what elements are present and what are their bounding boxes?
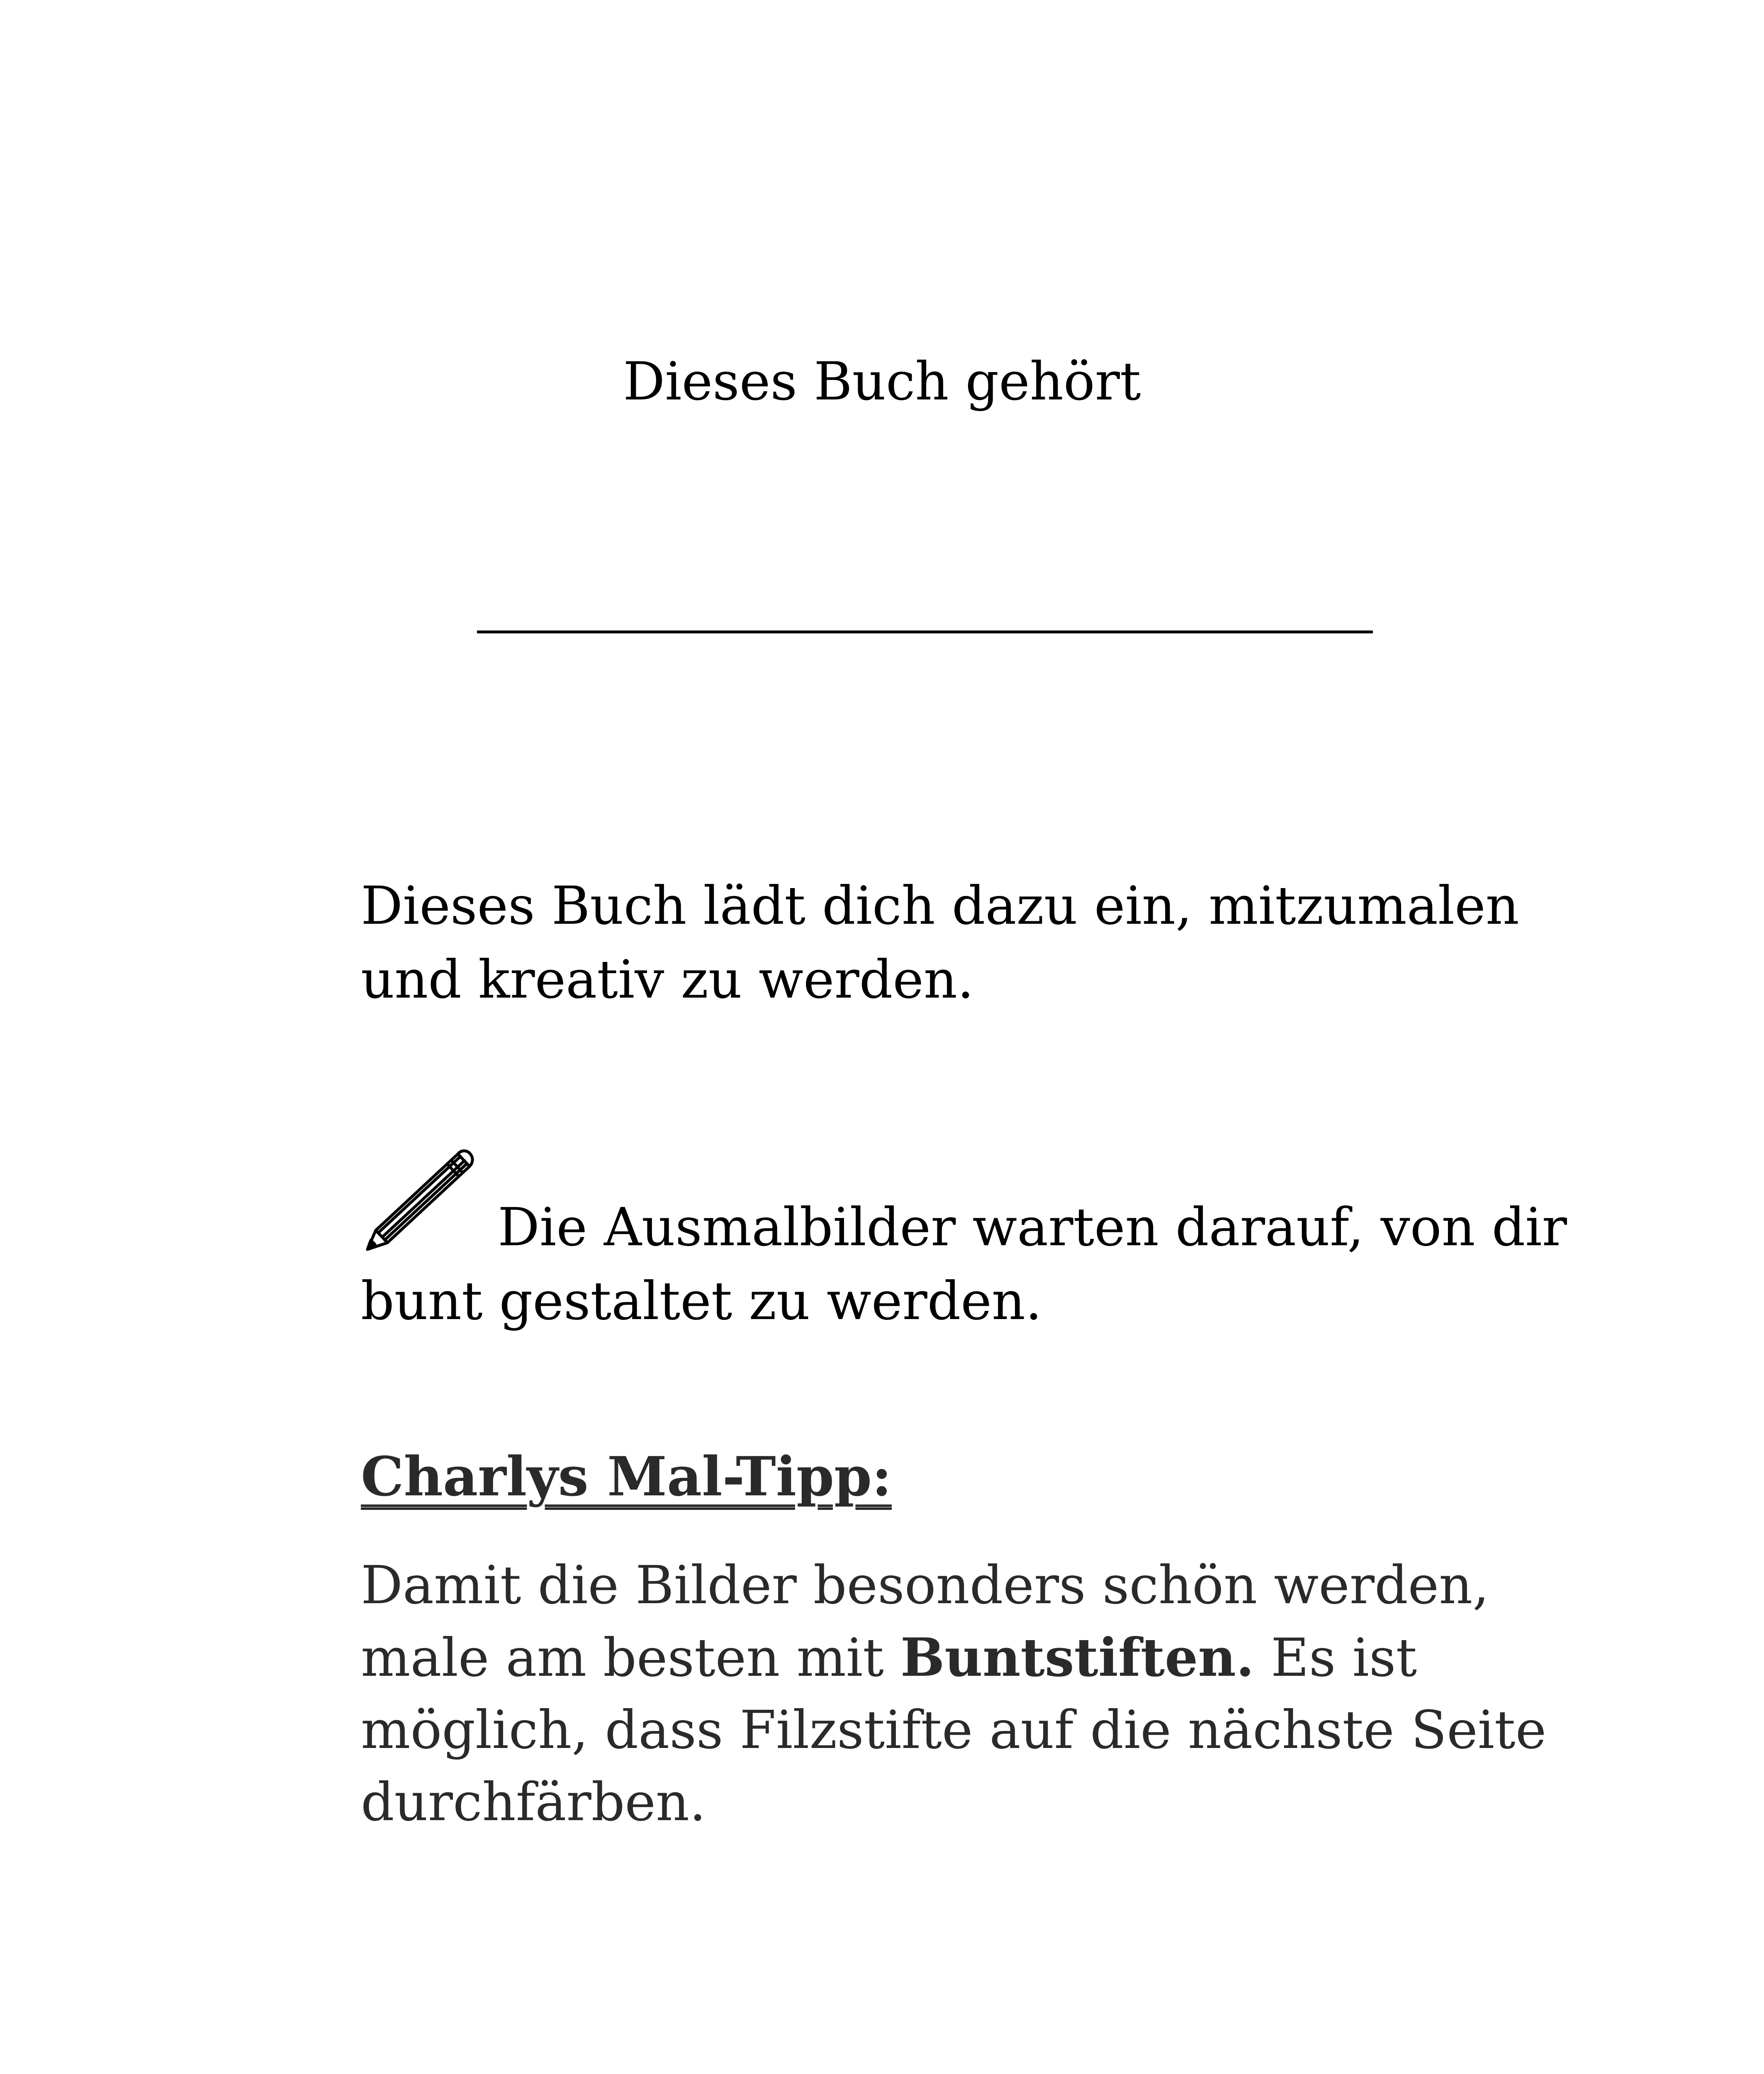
intro-paragraph bbox=[361, 869, 1605, 1017]
tip-heading: Charlys Mal-Tipp: bbox=[361, 1445, 892, 1508]
owner-name-line bbox=[477, 589, 1373, 633]
tip-paragraph bbox=[361, 1549, 1688, 1838]
tip-line-prefix: male am besten mit bbox=[361, 1627, 900, 1688]
coloring-line: Die Ausmalbilder warten darauf, von dir bbox=[498, 1197, 1567, 1258]
tip-line bbox=[361, 1621, 1688, 1694]
tip-line-suffix: Es ist bbox=[1254, 1627, 1417, 1688]
intro-line: Dieses Buch lädt dich dazu ein, mitzumalen bbox=[361, 875, 1519, 936]
tip-emphasis: Buntstiften. bbox=[900, 1627, 1254, 1688]
pencil-icon bbox=[361, 1145, 485, 1257]
tip-line: durchfärben. bbox=[361, 1772, 706, 1833]
intro-line: und kreativ zu werden. bbox=[361, 949, 974, 1010]
page-title: Dieses Buch gehört bbox=[623, 351, 1141, 412]
tip-line: Damit die Bilder besonders schön werden, bbox=[361, 1555, 1489, 1616]
coloring-line: bunt gestaltet zu werden. bbox=[361, 1271, 1042, 1332]
tip-line: möglich, dass Filzstifte auf die nächste Seite bbox=[361, 1699, 1547, 1760]
